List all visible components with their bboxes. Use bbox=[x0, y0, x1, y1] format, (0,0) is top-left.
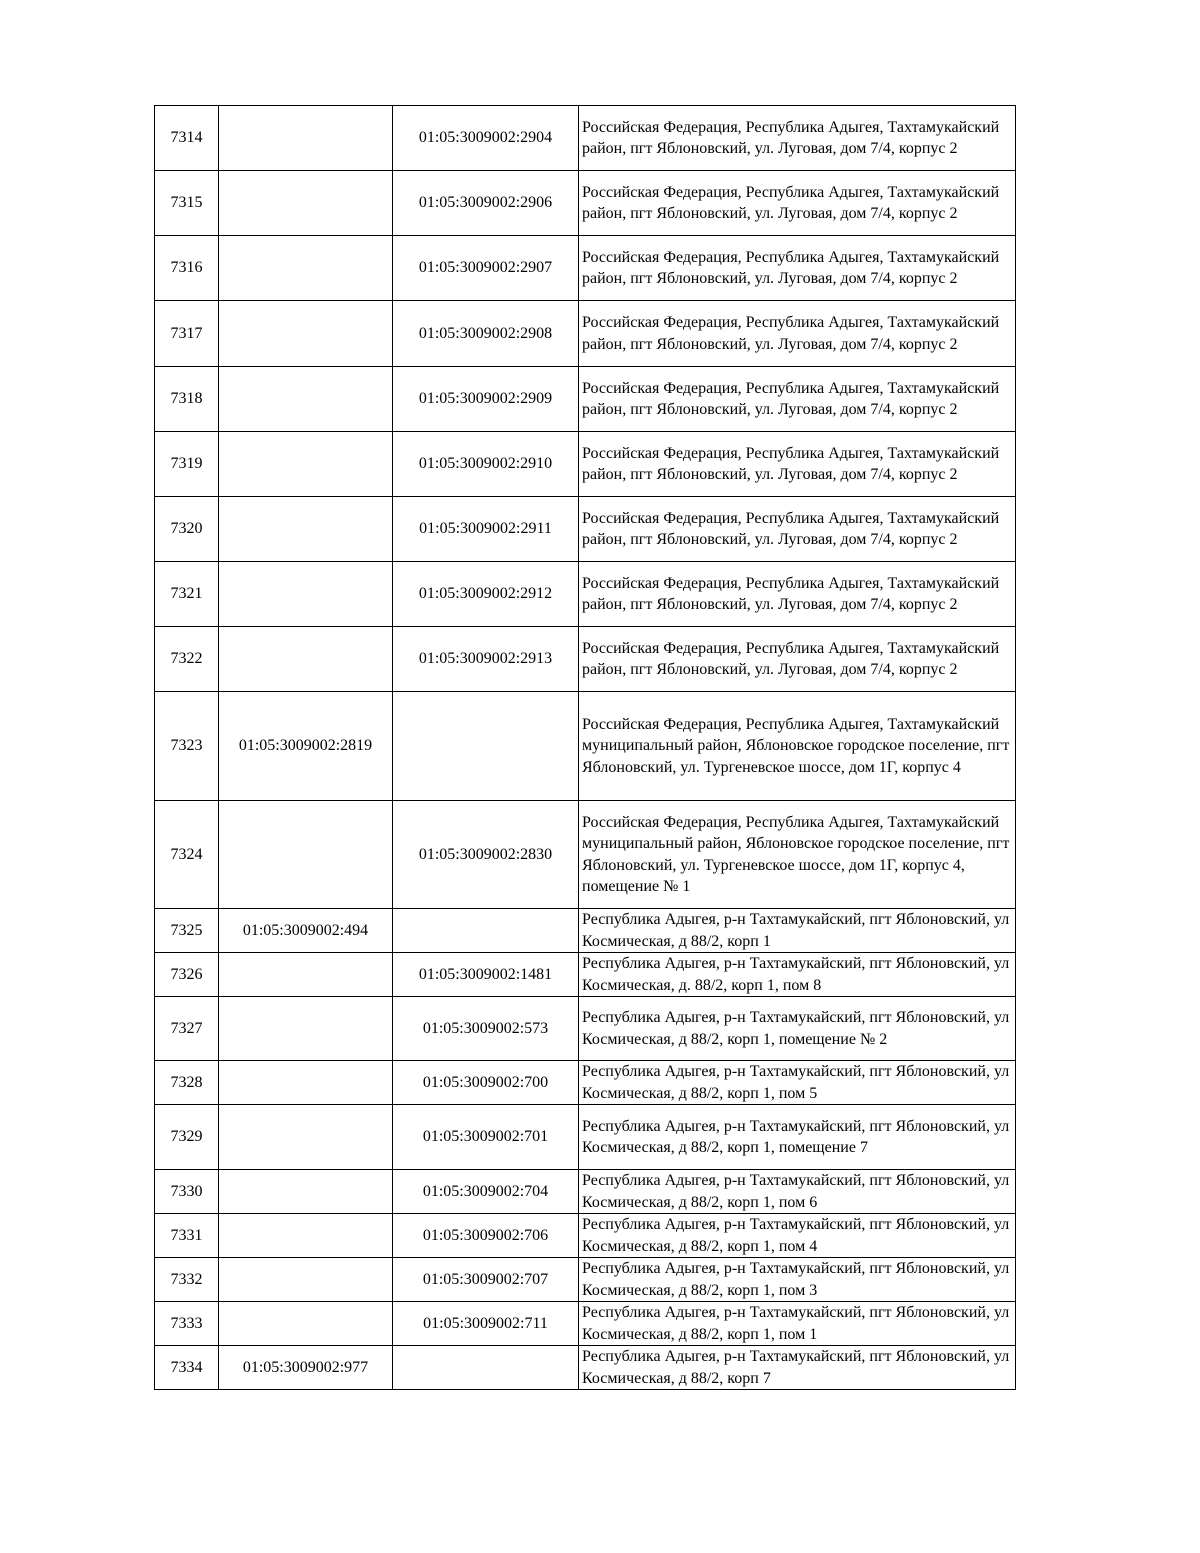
cadastral-number-cell bbox=[393, 1346, 579, 1390]
cadastral-number-cell bbox=[219, 301, 393, 367]
cadastral-number-cell: 01:05:3009002:573 bbox=[393, 997, 579, 1061]
row-number-cell: 7320 bbox=[155, 497, 219, 562]
row-number-cell: 7322 bbox=[155, 627, 219, 692]
cadastral-number-cell bbox=[219, 1170, 393, 1214]
address-cell: Российская Федерация, Республика Адыгея, Тахтамукайский район, пгт Яблоновский, ул. Луговая, дом 7/4, корпус 2 bbox=[579, 171, 1016, 236]
row-number-cell: 7326 bbox=[155, 953, 219, 997]
cadastral-number-cell bbox=[219, 801, 393, 909]
cadastral-number-cell bbox=[219, 106, 393, 171]
row-number-cell: 7325 bbox=[155, 909, 219, 953]
row-number-cell: 7315 bbox=[155, 171, 219, 236]
row-number-cell: 7333 bbox=[155, 1302, 219, 1346]
row-number-cell: 7330 bbox=[155, 1170, 219, 1214]
cadastral-number-cell bbox=[219, 627, 393, 692]
cadastral-number-cell: 01:05:3009002:707 bbox=[393, 1258, 579, 1302]
cadastral-number-cell: 01:05:3009002:2911 bbox=[393, 497, 579, 562]
cadastral-number-cell bbox=[219, 953, 393, 997]
table-body bbox=[155, 106, 1016, 1390]
address-cell: Республика Адыгея, р-н Тахтамукайский, пгт Яблоновский, ул Космическая, д 88/2, корп 1, пом 6 bbox=[579, 1170, 1016, 1214]
table-row bbox=[155, 953, 1016, 997]
row-number-cell: 7314 bbox=[155, 106, 219, 171]
table-row bbox=[155, 692, 1016, 801]
cadastral-number-cell bbox=[393, 692, 579, 801]
row-number-cell: 7331 bbox=[155, 1214, 219, 1258]
cadastral-number-cell bbox=[219, 367, 393, 432]
table-row bbox=[155, 497, 1016, 562]
cadastral-number-cell: 01:05:3009002:1481 bbox=[393, 953, 579, 997]
address-cell: Республика Адыгея, р-н Тахтамукайский, пгт Яблоновский, ул Космическая, д 88/2, корп 1, пом 3 bbox=[579, 1258, 1016, 1302]
row-number-cell: 7319 bbox=[155, 432, 219, 497]
row-number-cell: 7318 bbox=[155, 367, 219, 432]
address-cell: Российская Федерация, Республика Адыгея, Тахтамукайский район, пгт Яблоновский, ул. Луговая, дом 7/4, корпус 2 bbox=[579, 497, 1016, 562]
table-row bbox=[155, 367, 1016, 432]
cadastral-number-cell: 01:05:3009002:2913 bbox=[393, 627, 579, 692]
cadastral-number-cell: 01:05:3009002:706 bbox=[393, 1214, 579, 1258]
cadastral-number-cell: 01:05:3009002:711 bbox=[393, 1302, 579, 1346]
cadastral-number-cell: 01:05:3009002:2906 bbox=[393, 171, 579, 236]
cadastral-number-cell: 01:05:3009002:2830 bbox=[393, 801, 579, 909]
cadastral-number-cell bbox=[393, 909, 579, 953]
table-row bbox=[155, 171, 1016, 236]
cadastral-number-cell: 01:05:3009002:2909 bbox=[393, 367, 579, 432]
table-row bbox=[155, 627, 1016, 692]
address-cell: Республика Адыгея, р-н Тахтамукайский, пгт Яблоновский, ул Космическая, д 88/2, корп 1, пом 4 bbox=[579, 1214, 1016, 1258]
cadastral-number-cell: 01:05:3009002:2819 bbox=[219, 692, 393, 801]
address-cell: Российская Федерация, Республика Адыгея, Тахтамукайский район, пгт Яблоновский, ул. Луговая, дом 7/4, корпус 2 bbox=[579, 562, 1016, 627]
table-row bbox=[155, 909, 1016, 953]
address-cell: Республика Адыгея, р-н Тахтамукайский, пгт Яблоновский, ул Космическая, д 88/2, корп 7 bbox=[579, 1346, 1016, 1390]
address-cell: Республика Адыгея, р-н Тахтамукайский, пгт Яблоновский, ул Космическая, д 88/2, корп 1, пом 5 bbox=[579, 1061, 1016, 1105]
table-row bbox=[155, 1105, 1016, 1170]
table-row bbox=[155, 997, 1016, 1061]
cadastral-number-cell: 01:05:3009002:2907 bbox=[393, 236, 579, 301]
cadastral-number-cell: 01:05:3009002:2912 bbox=[393, 562, 579, 627]
cadastral-number-cell bbox=[219, 562, 393, 627]
row-number-cell: 7329 bbox=[155, 1105, 219, 1170]
row-number-cell: 7323 bbox=[155, 692, 219, 801]
table-row bbox=[155, 801, 1016, 909]
address-cell: Российская Федерация, Республика Адыгея, Тахтамукайский муниципальный район, Яблоновское городское поселение, пгт Яблоновский, ул. Тургеневское шоссе, дом 1Г, корпус 4, помещение № 1 bbox=[579, 801, 1016, 909]
address-cell: Российская Федерация, Республика Адыгея, Тахтамукайский район, пгт Яблоновский, ул. Луговая, дом 7/4, корпус 2 bbox=[579, 301, 1016, 367]
cadastral-number-cell: 01:05:3009002:2910 bbox=[393, 432, 579, 497]
table-row bbox=[155, 301, 1016, 367]
table-row bbox=[155, 1258, 1016, 1302]
address-cell: Российская Федерация, Республика Адыгея, Тахтамукайский район, пгт Яблоновский, ул. Луговая, дом 7/4, корпус 2 bbox=[579, 432, 1016, 497]
address-cell: Российская Федерация, Республика Адыгея, Тахтамукайский муниципальный район, Яблоновское городское поселение, пгт Яблоновский, ул. Тургеневское шоссе, дом 1Г, корпус 4 bbox=[579, 692, 1016, 801]
table-row bbox=[155, 432, 1016, 497]
cadastral-number-cell bbox=[219, 1258, 393, 1302]
table-row bbox=[155, 1170, 1016, 1214]
address-cell: Российская Федерация, Республика Адыгея, Тахтамукайский район, пгт Яблоновский, ул. Луговая, дом 7/4, корпус 2 bbox=[579, 106, 1016, 171]
address-cell: Республика Адыгея, р-н Тахтамукайский, пгт Яблоновский, ул Космическая, д 88/2, корп 1, помещение 7 bbox=[579, 1105, 1016, 1170]
cadastral-number-cell bbox=[219, 1061, 393, 1105]
row-number-cell: 7328 bbox=[155, 1061, 219, 1105]
cadastral-number-cell bbox=[219, 1214, 393, 1258]
table-row bbox=[155, 236, 1016, 301]
address-cell: Российская Федерация, Республика Адыгея, Тахтамукайский район, пгт Яблоновский, ул. Луговая, дом 7/4, корпус 2 bbox=[579, 367, 1016, 432]
address-cell: Республика Адыгея, р-н Тахтамукайский, пгт Яблоновский, ул Космическая, д 88/2, корп 1, пом 1 bbox=[579, 1302, 1016, 1346]
cadastral-number-cell: 01:05:3009002:701 bbox=[393, 1105, 579, 1170]
address-cell: Республика Адыгея, р-н Тахтамукайский, пгт Яблоновский, ул Космическая, д 88/2, корп 1 bbox=[579, 909, 1016, 953]
address-cell: Республика Адыгея, р-н Тахтамукайский, пгт Яблоновский, ул Космическая, д 88/2, корп 1, помещение № 2 bbox=[579, 997, 1016, 1061]
cadastral-number-cell: 01:05:3009002:977 bbox=[219, 1346, 393, 1390]
cadastral-number-cell bbox=[219, 1302, 393, 1346]
cadastral-number-cell bbox=[219, 432, 393, 497]
row-number-cell: 7321 bbox=[155, 562, 219, 627]
address-cell: Российская Федерация, Республика Адыгея, Тахтамукайский район, пгт Яблоновский, ул. Луговая, дом 7/4, корпус 2 bbox=[579, 627, 1016, 692]
cadastral-number-cell bbox=[219, 1105, 393, 1170]
table-row bbox=[155, 1346, 1016, 1390]
cadastral-number-cell bbox=[219, 171, 393, 236]
table-row bbox=[155, 1214, 1016, 1258]
row-number-cell: 7317 bbox=[155, 301, 219, 367]
address-cell: Республика Адыгея, р-н Тахтамукайский, пгт Яблоновский, ул Космическая, д. 88/2, корп 1, пом 8 bbox=[579, 953, 1016, 997]
cadastral-number-cell: 01:05:3009002:704 bbox=[393, 1170, 579, 1214]
cadastral-number-cell: 01:05:3009002:2904 bbox=[393, 106, 579, 171]
cadastral-number-cell bbox=[219, 236, 393, 301]
row-number-cell: 7327 bbox=[155, 997, 219, 1061]
table-row bbox=[155, 562, 1016, 627]
row-number-cell: 7332 bbox=[155, 1258, 219, 1302]
table-row bbox=[155, 1061, 1016, 1105]
cadastral-number-cell: 01:05:3009002:2908 bbox=[393, 301, 579, 367]
cadastral-number-cell: 01:05:3009002:700 bbox=[393, 1061, 579, 1105]
cadastral-number-cell: 01:05:3009002:494 bbox=[219, 909, 393, 953]
table-row bbox=[155, 106, 1016, 171]
row-number-cell: 7316 bbox=[155, 236, 219, 301]
table-row bbox=[155, 1302, 1016, 1346]
address-cell: Российская Федерация, Республика Адыгея, Тахтамукайский район, пгт Яблоновский, ул. Луговая, дом 7/4, корпус 2 bbox=[579, 236, 1016, 301]
cadastral-number-cell bbox=[219, 997, 393, 1061]
property-table bbox=[154, 105, 1016, 1390]
row-number-cell: 7324 bbox=[155, 801, 219, 909]
row-number-cell: 7334 bbox=[155, 1346, 219, 1390]
cadastral-number-cell bbox=[219, 497, 393, 562]
